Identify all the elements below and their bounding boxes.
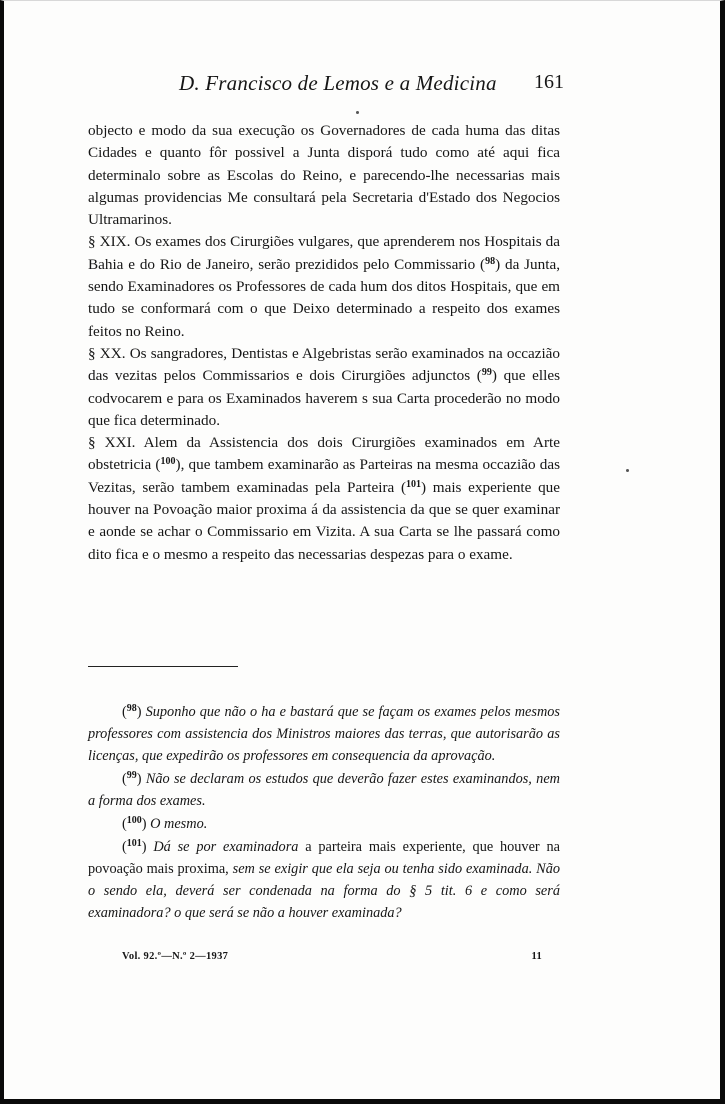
footnote-ref: 101 [406,478,422,490]
footnote-mark: 101 [126,838,142,849]
footnote-mark: 99 [126,770,137,781]
footnote-99: ($^{99}$) Não se declaram os estudos que deverão fazer estes examinandos, nem a forma dos exames. [88,770,560,809]
footnote-100: ($^{100}$) O mesmo. [122,815,208,832]
paragraph-text: da Junta, sendo Examinadores os Professores de cada hum dos ditos Hospitais, que em tudo se conformará com o que Deixo determinado a respeito dos exames feitos no Reino. [88,255,560,340]
footnote-mark: 100 [126,815,142,826]
paragraph-section-xxi: § XXI. Alem da Assistencia dos dois Cirurgiões examinados em Arte obstetricia ($^{100}$), que tambem examinarão as Parteiras na mesma occazião das Vezitas, serão tambem examinadas pela Parteira ($^{101}$) mais experiente que houver na Povoação maior proxima á da assistencia da que se quer examinar e aonde se achar o Commissario em Vizita. A sua Carta se lhe passará como dito fica e o mesmo a respeito das necessarias despezas para o exame. [88,434,561,563]
paragraph-text: § XIX. Os exames dos Cirurgiões vulgares, que aprenderem nos Hospitais da Bahia e do Rio de Janeiro, serão prezididos pelo Commissario [88,233,560,273]
page-number: 161 [534,71,564,93]
footnote-text: Dá se por examinadora [153,839,299,855]
footnote-text: O mesmo. [150,816,208,832]
paragraph-section-xx: § XX. Os sangradores, Dentistas e Algebristas serão examinados na occazião das vezitas pelos Commissarios e dois Cirurgiões adjunctos ($^{99}$) que elles codvocarem e para os Examinados haverem s sua Carta procederão no modo que fica determinado. [88,344,560,429]
footnote-ref: 99 [481,367,492,379]
paragraph-section-xix: § XIX. Os exames dos Cirurgiões vulgares, que aprenderem nos Hospitais da Bahia e do Rio de Janeiro, serão prezididos pelo Commissario ($^{98}$) da Junta, sendo Examinadores os Professores de cada hum dos ditos Hospitais, que em tudo se conformará com o que Deixo determinado a respeito dos exames feitos no Reino. [88,233,560,340]
paragraph-text: mais experiente que houver na Povoação maior proxima á da assistencia da que se quer examinar e aonde se achar o Commissario em Vizita. A sua Carta se lhe passará como dito fica e o mesmo a respeito das necessarias despezas para o exame. [88,478,560,563]
paragraph-continuation [88,120,560,231]
running-title: D. Francisco de Lemos e a Medicina [179,71,497,95]
footnote-divider [88,666,238,667]
footnote-text: Não se declaram os estudos que deverão fazer estes examinandos, nem a forma dos exames. [88,771,560,809]
paragraph-text: § XXI. Alem da Assistencia dos dois Cirurgiões examinados em Arte obstetricia [88,434,560,474]
paragraph-text: objecto e modo da sua execução os Governadores de cada huma das ditas Cidades e quanto fôr possivel a Junta disporá tudo como até aqui fica determinalo sobre as Escolas do Reino, e parecendo-lhe necessarias mais algumas providencias Me consultará pela Secretaria d'Estado dos Negocios Ultramarinos. [88,122,560,229]
footnote-mark: 98 [126,703,137,714]
footnote-ref: 98 [485,255,496,267]
footnote-text: Suponho que não o ha e bastará que se façam os exames pelos mesmos professores com assistencia dos Ministros maiores das terras, que autorisarão as licenças, que expedirão os professores em consequencia da aprovação. [88,704,560,764]
print-speck [356,111,359,114]
footnote-ref: 100 [160,456,176,468]
footnote-text: a parteira mais experiente, que houver na povoação mais proxima, [88,839,560,877]
body-text [88,120,560,566]
paragraph-text: que elles codvocarem e para os Examinados haverem s sua Carta procederão no modo que fica determinado. [88,367,560,429]
footnote-text: sem se exigir que ela seja ou tenha sido examinada. Não o sendo ela, deverá ser condenada na forma do § 5 tit. 6 e como será examinadora? o que será se não a houver examinada? [88,861,560,921]
paragraph-text: , que tambem examinarão as Parteiras na mesma occazião das Vezitas, serão tambem examinadas pela Parteira [88,456,561,496]
footnote-101: ($^{101}$) Dá se por examinadora a parteira mais experiente, que houver na povoação mais proxima, sem se exigir que ela seja ou tenha sido examinada. Não o sendo ela, deverá ser condenada na forma do § 5 tit. 6 e como será examinadora? o que será se não a houver examinada? [88,838,560,921]
page-footer [122,951,542,971]
footnote-98: ($^{98}$) Suponho que não o ha e bastará que se façam os exames pelos mesmos professores com assistencia dos Ministros maiores das terras, que autorisarão as licenças, que expedirão os professores em consequencia da aprovação. [88,703,560,764]
running-header [179,71,564,101]
volume-line: Vol. 92.º—N.º 2—1937 [122,951,229,962]
print-speck [626,469,629,472]
signature-mark: 11 [531,951,542,962]
paragraph-text: § XX. Os sangradores, Dentistas e Algebristas serão examinados na occazião das vezitas pelos Commissarios e dois Cirurgiões adjunctos [88,344,560,385]
footnotes [88,701,560,925]
